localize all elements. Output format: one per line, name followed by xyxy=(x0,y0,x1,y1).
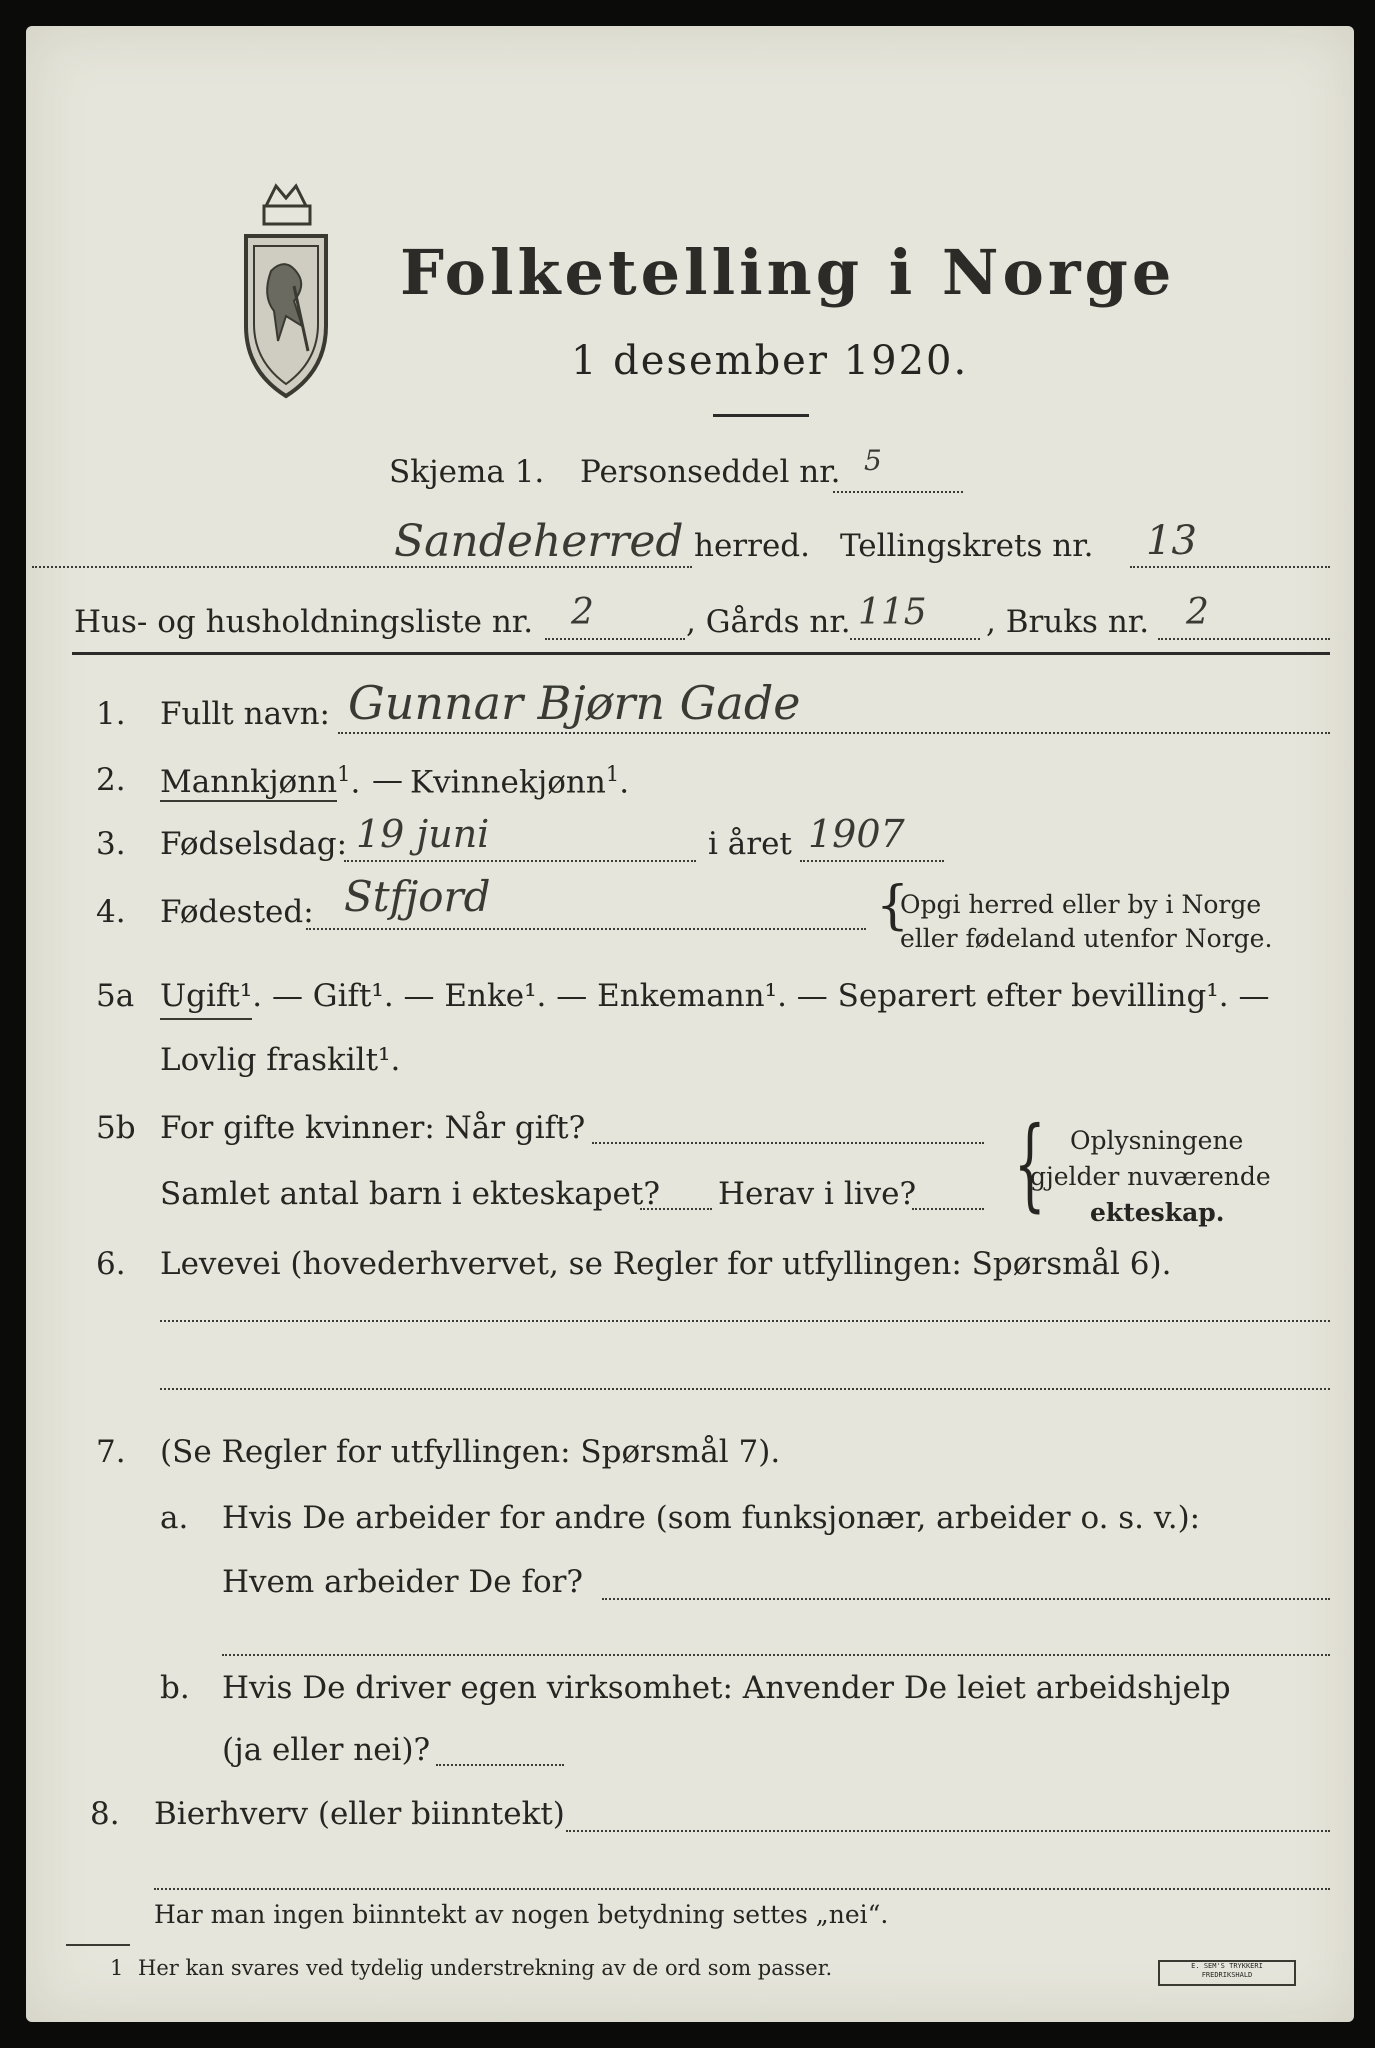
q5b-line2b: Herav i live? xyxy=(718,1176,917,1212)
bruks-value[interactable]: 2 xyxy=(1186,592,1209,633)
q8-number: 8. xyxy=(90,1796,120,1832)
personseddel-line xyxy=(833,491,963,493)
q3-year-value[interactable]: 1907 xyxy=(808,812,905,856)
herred-label: herred. xyxy=(694,528,810,564)
ugift-underline xyxy=(160,1018,252,1020)
q5b-line2b-dots xyxy=(912,1208,984,1210)
q5a-line2[interactable]: Lovlig fraskilt¹. xyxy=(160,1042,401,1078)
q7-label: (Se Regler for utfyllingen: Spørsmål 7). xyxy=(160,1434,781,1470)
q8-label: Bierhverv (eller biinntekt) xyxy=(154,1796,565,1832)
footnote-text: Her kan svares ved tydelig understrekning av de ord som passer. xyxy=(138,1956,833,1980)
q4-note2: eller fødeland utenfor Norge. xyxy=(900,924,1273,953)
q4-number: 4. xyxy=(96,894,126,930)
q5a-line1[interactable]: Ugift¹. — Gift¹. — Enke¹. — Enkemann¹. — Separert efter bevilling¹. — xyxy=(160,978,1270,1014)
q3-label: Fødselsdag: xyxy=(160,826,348,862)
husliste-value[interactable]: 2 xyxy=(571,592,594,633)
q5a-number: 5a xyxy=(96,978,135,1014)
q1-value[interactable]: Gunnar Bjørn Gade xyxy=(348,676,801,730)
q7b-line2: (ja eller nei)? xyxy=(222,1732,431,1768)
q7a-line2: Hvem arbeider De for? xyxy=(222,1564,584,1600)
q5b-line1: For gifte kvinner: Når gift? xyxy=(160,1110,586,1146)
q6-line1 xyxy=(160,1320,1330,1322)
q7-number: 7. xyxy=(96,1434,126,1470)
q1-line xyxy=(338,732,1330,734)
gards-line xyxy=(850,638,980,640)
husliste-label: Hus- og husholdningsliste nr. xyxy=(74,604,534,640)
q5b-number: 5b xyxy=(96,1110,136,1146)
q7a-number: a. xyxy=(160,1500,189,1536)
census-form xyxy=(26,26,1354,2022)
personseddel-value[interactable]: 5 xyxy=(864,444,882,477)
census-date: 1 desember 1920. xyxy=(571,338,969,384)
q5b-note3: ekteskap. xyxy=(1090,1198,1225,1227)
q6-label: Levevei (hovederhvervet, se Regler for utfyllingen: Spørsmål 6). xyxy=(160,1246,1172,1282)
q6-line2 xyxy=(160,1388,1330,1390)
tellingskrets-line xyxy=(1130,566,1330,568)
herred-value[interactable]: Sandeherred xyxy=(394,516,684,567)
q6-number: 6. xyxy=(96,1246,126,1282)
form-title: Folketelling i Norge xyxy=(400,236,1176,309)
tellingskrets-value[interactable]: 13 xyxy=(1146,518,1197,564)
printer-stamp xyxy=(1158,1960,1296,1986)
bruks-label: , Bruks nr. xyxy=(986,604,1150,640)
coat-of-arms-icon xyxy=(236,176,336,406)
footnote-number: 1 xyxy=(110,1956,124,1980)
q7b-number: b. xyxy=(160,1670,190,1706)
q2-male[interactable]: Mannkjønn$^1$. xyxy=(160,762,361,801)
q3-year-line xyxy=(800,860,944,862)
q4-note1: Opgi herred eller by i Norge xyxy=(900,890,1262,919)
q8-note: Har man ingen biinntekt av nogen betydning settes „nei“. xyxy=(154,1900,889,1929)
title-divider xyxy=(713,414,809,417)
stamp-line1: E. SEM'S TRYKKERI xyxy=(1191,1962,1263,1970)
q2-number: 2. xyxy=(96,762,126,798)
header-divider xyxy=(72,652,1330,655)
gards-value[interactable]: 115 xyxy=(858,592,927,633)
tellingskrets-label: Tellingskrets nr. xyxy=(840,528,1094,564)
q3-line xyxy=(344,860,696,862)
q7b-line1: Hvis De driver egen virksomhet: Anvender De leiet arbeidshjelp xyxy=(222,1670,1231,1706)
q5b-brace: { xyxy=(1013,1105,1046,1222)
q7a-line2-dots xyxy=(602,1598,1330,1600)
gards-label: , Gårds nr. xyxy=(686,604,851,640)
q8-line1 xyxy=(566,1830,1330,1832)
skjema-label: Skjema 1. xyxy=(389,454,545,490)
q1-number: 1. xyxy=(96,696,126,732)
footnote-rule xyxy=(66,1944,130,1946)
personseddel-label: Personseddel nr. xyxy=(580,454,841,490)
q8-line2 xyxy=(154,1888,1330,1890)
stamp-line2: FREDRIKSHALD xyxy=(1201,1971,1253,1979)
q3-year-label: i året xyxy=(708,826,792,862)
husliste-line xyxy=(545,638,685,640)
q7b-line2-dots xyxy=(436,1764,564,1766)
q5b-line2a: Samlet antal barn i ekteskapet? xyxy=(160,1176,660,1212)
q1-label: Fullt navn: xyxy=(160,696,330,732)
q7a-line3-dots xyxy=(222,1654,1330,1656)
q4-label: Fødested: xyxy=(160,894,314,930)
q3-value[interactable]: 19 juni xyxy=(356,812,490,856)
q2-sep: — xyxy=(372,762,403,798)
q5b-line2a-dots xyxy=(640,1208,712,1210)
q5b-line1-dots xyxy=(592,1142,984,1144)
q4-value[interactable]: Stfjord xyxy=(344,872,491,921)
q4-brace: { xyxy=(876,876,910,936)
q2-female[interactable]: Kvinnekjønn$^1$. xyxy=(410,762,630,801)
q5b-note2: gjelder nuværende xyxy=(1030,1162,1271,1191)
q4-line xyxy=(306,928,866,930)
q3-number: 3. xyxy=(96,826,126,862)
q5b-note1: Oplysningene xyxy=(1070,1126,1244,1155)
bruks-line xyxy=(1158,638,1330,640)
q7a-line1: Hvis De arbeider for andre (som funksjonær, arbeider o. s. v.): xyxy=(222,1500,1201,1536)
